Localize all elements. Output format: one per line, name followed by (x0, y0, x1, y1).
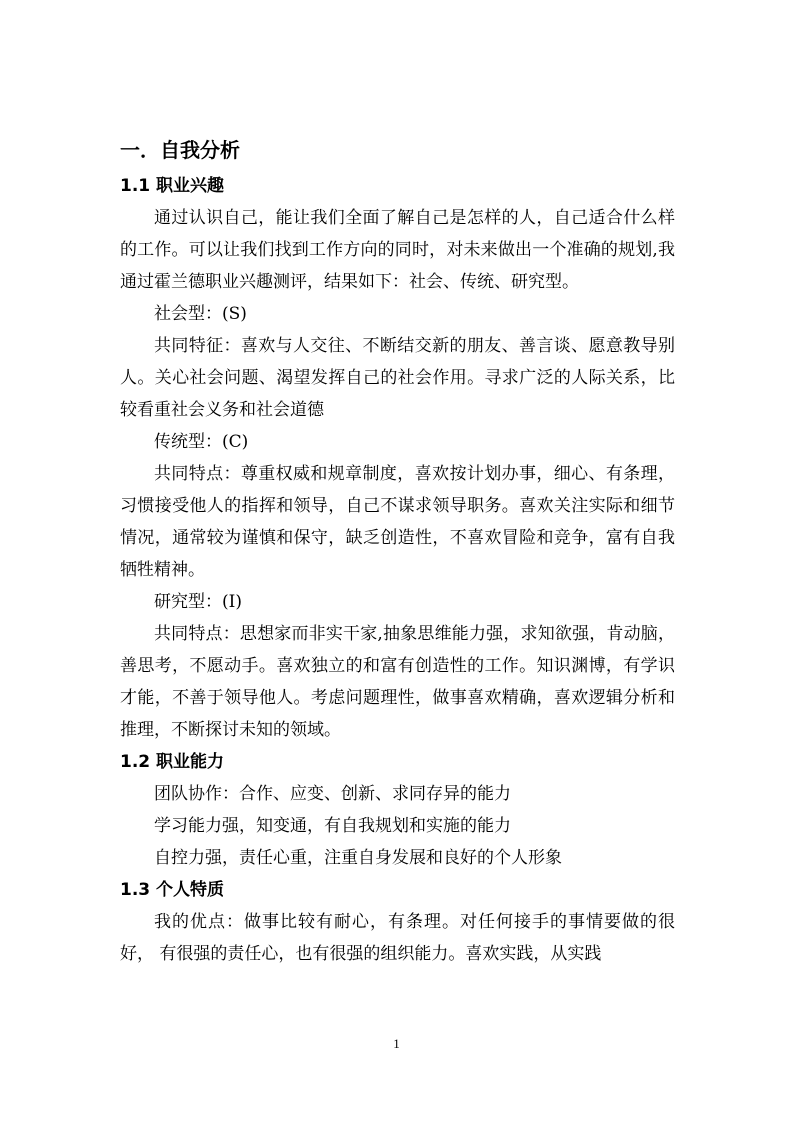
paragraph-self-control: 自控力强，责任心重，注重自身发展和良好的个人形象 (154, 848, 562, 868)
paragraph-strengths: 我的优点：做事比较有耐心，有条理。对任何接手的事情要做的很好， 有很强的责任心，也有很强的组织能力。喜欢实践，从实践 (120, 912, 675, 964)
paragraph-conventional-type: 传统型：(C) (154, 432, 249, 452)
paragraph-intro: 通过认识自己，能让我们全面了解自己是怎样的人，自己适合什么样的工作。可以让我们找到工作方向的同时，对未来做出一个准确的规划,我通过霍兰德职业兴趣测评，结果如下：社会、传统、研究型。 (120, 208, 675, 292)
paragraph-social-type: 社会型：(S) (154, 304, 247, 324)
paragraph-investigative-traits: 共同特点：思想家而非实干家,抽象思维能力强，求知欲强，肯动脑，善思考，不愿动手。喜欢独立的和富有创造性的工作。知识渊博，有学识才能，不善于领导他人。考虑问题理性，做事喜欢精确，喜欢逻辑分析和推理，不断探讨未知的领域。 (120, 624, 675, 740)
section-heading-career-interest: 1.1 职业兴趣 (120, 176, 225, 196)
document-body (120, 130, 675, 970)
paragraph-social-traits: 共同特征：喜欢与人交往、不断结交新的朋友、善言谈、愿意教导别人。关心社会问题、渴望发挥自己的社会作用。寻求广泛的人际关系，比较看重社会义务和社会道德 (120, 336, 675, 420)
page-number: 1 (393, 1036, 400, 1051)
paragraph-learning: 学习能力强，知变通，有自我规划和实施的能力 (154, 816, 511, 836)
section-heading-career-ability: 1.2 职业能力 (120, 752, 225, 772)
chapter-heading: 一．自我分析 (120, 138, 240, 162)
section-heading-personal-traits: 1.3 个人特质 (120, 880, 225, 900)
paragraph-conventional-traits: 共同特点：尊重权威和规章制度，喜欢按计划办事，细心、有条理，习惯接受他人的指挥和领导，自己不谋求领导职务。喜欢关注实际和细节情况，通常较为谨慎和保守，缺乏创造性，不喜欢冒险和竞争，富有自我牺牲精神。 (120, 464, 675, 580)
paragraph-investigative-type: 研究型：(I) (154, 592, 242, 612)
paragraph-teamwork: 团队协作：合作、应变、创新、求同存异的能力 (154, 784, 511, 804)
